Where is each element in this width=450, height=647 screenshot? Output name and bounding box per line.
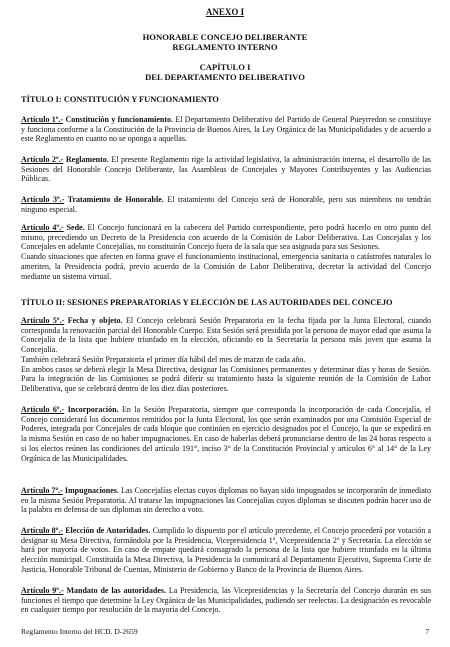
article-3-name: Tratamiento de Honorable.	[67, 195, 164, 204]
chapter-title: DEL DEPARTAMENTO DELIBERATIVO	[145, 72, 305, 82]
article-6-text: En la Sesión Preparatoria, siempre que corresponda la incorporación de cada Concejalía, el Concejo considerará los documentos remitidos por la Junta Electoral, los que serán examinados por una Comisión Especial de Poderes, integrada por Concejales de cada bloque que continúen en ejercicio designados por el Concejo, la que se expedirá en la misma Sesión en caso de no haber impugnaciones. En caso de haberlas deberá pronunciarse dentro de las 24 horas respecto a si los electos reúnen las condiciones del artículo 191°, inciso 3° de la Constitución Provincial y artículos 6° al 14° de la Ley Orgánica de las Municipalidades.	[21, 405, 432, 463]
article-5-label: Artículo 5º.-	[21, 316, 65, 325]
article-6	[21, 405, 431, 463]
article-4-text: El Concejo funcionará en la cabecera del Partido correspondiente, pero podrá hacerlo en otro punto del mismo, precediendo un Decreto de la Presidencia con acuerdo de la Comisión de Labor Deliberativa. Las Concejalas y los Concejales en adelante Concejalías, no constituirán Concejo fuera de la sala que sea asignada para sus Sesiones.	[21, 223, 432, 252]
article-2-text: El presente Reglamento rige la actividad legislativa, la administración interna, el desarrollo de las Sesiones del Honorable Concejo Deliberante, las Asambleas de Concejales y Mayores Contribuyentes y las Audiencias Públicas.	[21, 155, 432, 184]
article-7	[21, 486, 431, 515]
article-1-text: El Departamento Deliberativo del Partido de General Pueyrredon se constituye y funciona conforme a la Constitución de la Provincia de Buenos Aires, la Ley Orgánica de las Municipalidades y de acuerdo a este Reglamento en cuanto no se oponga a aquellas.	[21, 115, 431, 144]
council-name: HONORABLE CONCEJO DELIBERANTE	[142, 32, 308, 42]
article-4-label: Artículo 4º.-	[21, 223, 64, 232]
article-8-text: Cumplido lo dispuesto por el artículo precedente, el Concejo procederá por votación a designar su Mesa Directiva, formándola por la Presidencia, Vicepresidencia 1º, Vicepresidencia 2º y Secretaría. La elección se hará por mayoría de votos. En caso de empate quedará consagrado la persona de la lista que hubiere triunfado en la última elección municipal. Constituida la Mesa Directiva, la Presidencia lo comunicará al Departamento Ejecutivo, Suprema Corte de Justicia, Honorable Tribunal de Cuentas, Ministerio de Gobierno y Banco de la Provincia de Buenos Aires.	[21, 526, 432, 574]
article-7-name: Impugnaciones.	[64, 486, 119, 495]
regulation-name: REGLAMENTO INTERNO	[172, 42, 278, 52]
article-4-extra: Cuando situaciones que afecten en forma grave el funcionamiento institucional, emergencia sanitaria o catástrofes naturales lo ameriten, la Presidencia podrá, previo acuerdo de la Comisión de Labor Deliberativa, decretar la actividad del Concejo mediante un sistema virtual.	[21, 252, 431, 281]
article-5-extra: También celebrará Sesión Preparatoria el primer día hábil del mes de marzo de cada año.	[21, 354, 306, 364]
article-4	[21, 223, 431, 281]
article-2-label: Artículo 2º.-	[21, 155, 64, 164]
article-7-text: Las Concejalías electas cuyos diplomas no hayan sido impugnados se incorporarán de inmediato en la misma Sesión Preparatoria. Al tratarse las impugnaciones las Concejalías cuyos diplomas se discuten podrán hacer uso de la palabra en defensa de sus diplomas sin derecho a voto.	[21, 486, 432, 515]
chapter-heading	[0, 62, 450, 82]
article-1-label: Artículo 1º.-	[21, 115, 64, 124]
page-number: 7	[425, 627, 429, 636]
page-footer	[21, 627, 429, 636]
article-9	[21, 586, 431, 615]
title-1-heading: TÍTULO I: CONSTITUCIÓN Y FUNCIONAMIENTO	[21, 95, 219, 104]
article-9-text: La Presidencia, las Vicepresidencias y la Secretaría del Concejo durarán en sus funciones el tiempo que determine la Ley Orgánica de las Municipalidades, pudiendo ser reelectas. La designación es revocable en cualquier tiempo por resolución de la mayoría del Concejo.	[21, 586, 431, 615]
article-2-name: Reglamento.	[65, 155, 109, 164]
article-1	[21, 115, 431, 144]
footer-document-reference: Reglamento Interno del HCD. D-2659	[21, 627, 138, 636]
article-3	[21, 195, 431, 214]
article-4-name: Sede.	[66, 223, 85, 232]
article-3-text: El tratamiento del Concejo será de Honorable, pero sus miembros no tendrán ninguno especial.	[21, 195, 432, 214]
annex-label: ANEXO I	[205, 7, 245, 17]
article-2	[21, 155, 431, 184]
article-5-name: Fecha y objeto.	[67, 316, 123, 325]
article-9-label: Artículo 9º.-	[21, 586, 64, 595]
article-9-name: Mandato de las autoridades.	[66, 586, 166, 595]
article-8-name: Elección de Autoridades.	[65, 526, 151, 535]
article-6-name: Incorporación.	[67, 405, 119, 414]
article-5-text: El Concejo celebrará Sesión Preparatoria en la fecha fijada por la Junta Electoral, cuando corresponda la renovación parcial del Honorable Cuerpo. Esta Sesión será presidida por la persona de mayor edad que asuma la Concejalía de la lista que hubiere triunfado en la elección, oficiando en la Secretaría la persona más joven que asuma la Concejalía.	[21, 316, 432, 355]
article-3-label: Artículo 3º.-	[21, 195, 65, 204]
article-5	[21, 316, 431, 394]
article-8-label: Artículo 8º.-	[21, 526, 63, 535]
article-8	[21, 526, 431, 575]
document-heading	[0, 32, 450, 52]
article-6-label: Artículo 6º.-	[21, 405, 65, 414]
title-2-heading: TÍTULO II: SESIONES PREPARATORIAS Y ELECCIÓN DE LAS AUTORIDADES DEL CONCEJO	[21, 298, 393, 307]
chapter-number: CAPÍTULO I	[199, 62, 251, 72]
article-1-name: Constitución y funcionamiento.	[65, 115, 174, 124]
article-5-extra2: En ambos casos se deberá elegir la Mesa Directiva, designar las Comisiones permanentes y determinar días y horas de Sesión. Para la integración de las Comisiones se podrá diferir su tratamiento hasta la siguiente reunión de la Comisión de Labor Deliberativa, que se celebrará dentro de los diez días posteriores.	[21, 364, 431, 393]
article-7-label: Artículo 7º.-	[21, 486, 63, 495]
